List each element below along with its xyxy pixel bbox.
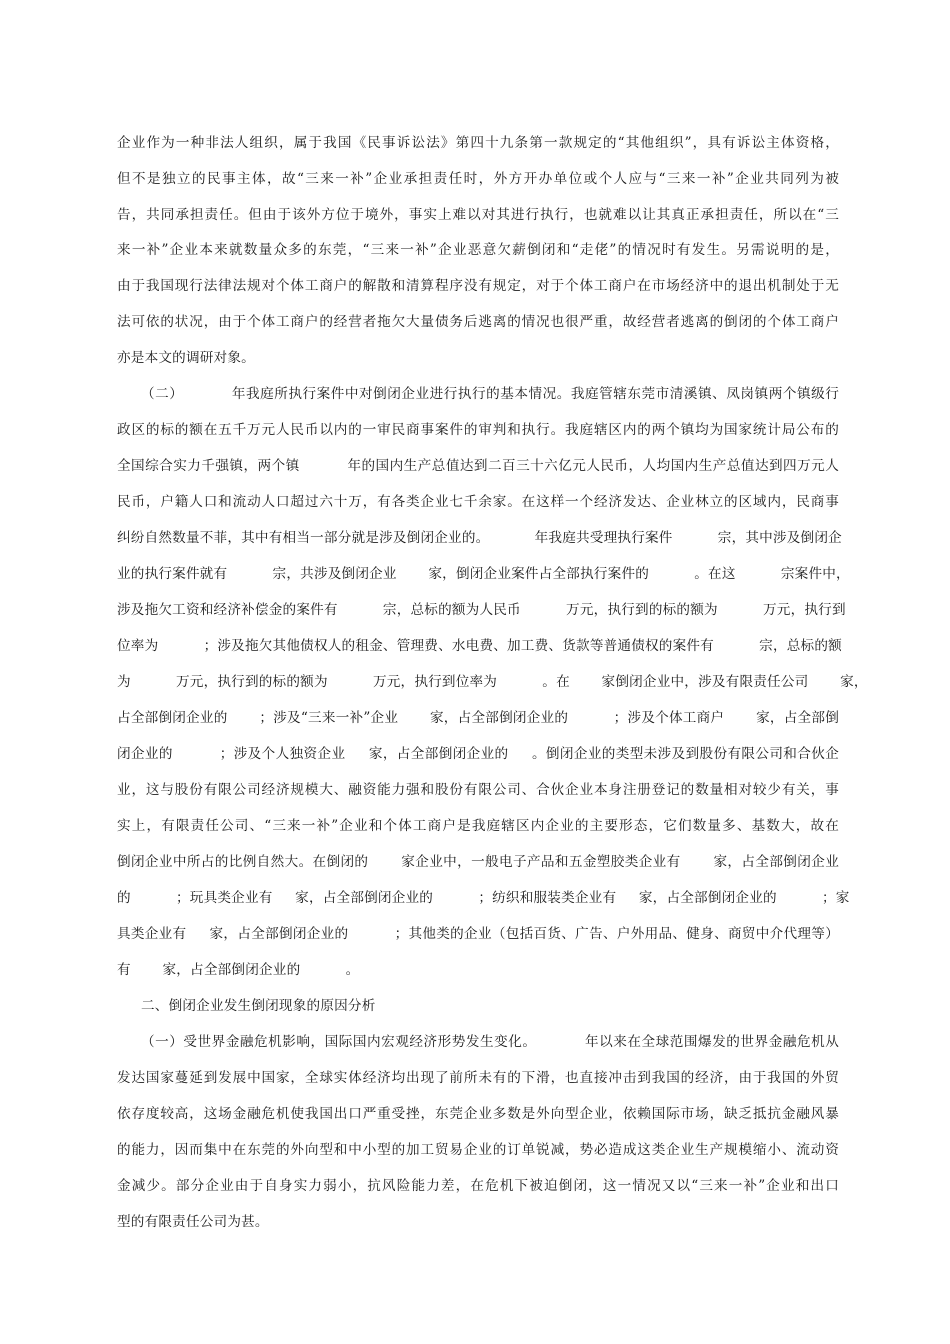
text-line: （二） 年我庭所执行案件中对倒闭企业进行执行的基本情况。我庭管辖东莞市清溪镇、凤岗镇两个镇级行 [141,386,839,402]
text-line: 民币，户籍人口和流动人口超过六十万，有各类企业七千余家。在这样一个经济发达、企业林立的区域内，民商事 [117,494,839,510]
text-line: 依存度较高，这场金融危机使我国出口严重受挫，东莞企业多数是外向型企业，依赖国际市场，缺乏抵抗金融风暴 [117,1106,839,1122]
section-heading: 二、倒闭企业发生倒闭现象的原因分析 [141,998,376,1014]
text-line: （一）受世界金融危机影响，国际国内宏观经济形势发生变化。 年以来在全球范围爆发的世界金融危机从 [141,1034,839,1050]
text-line: 纠纷自然数量不菲，其中有相当一部分就是涉及倒闭企业的。 年我庭共受理执行案件 宗，其中涉及倒闭企 [117,530,842,546]
text-line: 闭企业的 ；涉及个人独资企业 家，占全部倒闭企业的 。倒闭企业的类型未涉及到股份有限公司和合伙企 [117,746,839,762]
text-line: 企业作为一种非法人组织，属于我国《民事诉讼法》第四十九条第一款规定的“其他组织”，具有诉讼主体资格， [117,135,839,151]
text-line: 发达国家蔓延到发展中国家，全球实体经济均出现了前所未有的下滑，也直接冲击到我国的经济，由于我国的外贸 [117,1070,839,1086]
text-line: 位率为 ；涉及拖欠其他债权人的租金、管理费、水电费、加工费、货款等普通债权的案件有 宗，总标的额 [117,638,842,654]
text-line: 法可依的状况，由于个体工商户的经营者拖欠大量债务后逃离的情况也很严重，故经营者逃离的倒闭的个体工商户 [117,314,839,330]
text-line: 倒闭企业中所占的比例自然大。在倒闭的 家企业中，一般电子产品和五金塑胶类企业有 家，占全部倒闭企业 [117,854,839,870]
text-line: 全国综合实力千强镇，两个镇 年的国内生产总值达到二百三十六亿元人民币，人均国内生产总值达到四万元人 [117,458,839,474]
text-line: 有 家，占全部倒闭企业的 。 [117,962,360,978]
text-line: 为 万元，执行到的标的额为 万元，执行到位率为 。在 家倒闭企业中，涉及有限责任公司 家， [117,674,868,690]
text-line: 业的执行案件就有 宗，共涉及倒闭企业 家，倒闭企业案件占全部执行案件的 。在这 宗案件中， [117,566,850,582]
text-line: 告，共同承担责任。但由于该外方位于境外，事实上难以对其进行执行，也就难以让其真正承担责任，所以在“三 [117,207,839,223]
text-line: 亦是本文的调研对象。 [117,350,255,366]
text-line: 占全部倒闭企业的 ；涉及“三来一补”企业 家，占全部倒闭企业的 ；涉及个体工商户 家，占全部倒 [117,710,839,726]
text-line: 但不是独立的民事主体，故“三来一补”企业承担责任时，外方开办单位或个人应与“三来一补”企业共同列为被 [117,171,839,187]
text-line: 的 ；玩具类企业有 家，占全部倒闭企业的 ；纺织和服装类企业有 家，占全部倒闭企业的 ；家 [117,890,850,906]
text-line: 来一补”企业本来就数量众多的东莞，“三来一补”企业恶意欠薪倒闭和“走佬”的情况时有发生。另需说明的是， [117,242,839,258]
text-line: 金减少。部分企业由于自身实力弱小，抗风险能力差，在危机下被迫倒闭，这一情况又以“三来一补”企业和出口 [117,1178,839,1194]
text-line: 业，这与股份有限公司经济规模大、融资能力强和股份有限公司、合伙企业本身注册登记的数量相对较少有关，事 [117,782,839,798]
text-line: 型的有限责任公司为甚。 [117,1214,269,1230]
text-line: 涉及拖欠工资和经济补偿金的案件有 宗，总标的额为人民币 万元，执行到的标的额为 万元，执行到 [117,602,846,618]
text-line: 的能力，因而集中在东莞的外向型和中小型的加工贸易企业的订单锐减，势必造成这类企业生产规模缩小、流动资 [117,1142,839,1158]
text-line: 由于我国现行法律法规对个体工商户的解散和清算程序没有规定，对于个体工商户在市场经济中的退出机制处于无 [117,278,839,294]
text-line: 政区的标的额在五千万元人民币以内的一审民商事案件的审判和执行。我庭辖区内的两个镇均为国家统计局公布的 [117,422,839,438]
text-line: 实上，有限责任公司、“三来一补”企业和个体工商户是我庭辖区内企业的主要形态，它们数量多、基数大，故在 [117,818,839,834]
text-line: 具类企业有 家，占全部倒闭企业的 ；其他类的企业（包括百货、广告、户外用品、健身、商贸中介代理等） [117,926,839,942]
